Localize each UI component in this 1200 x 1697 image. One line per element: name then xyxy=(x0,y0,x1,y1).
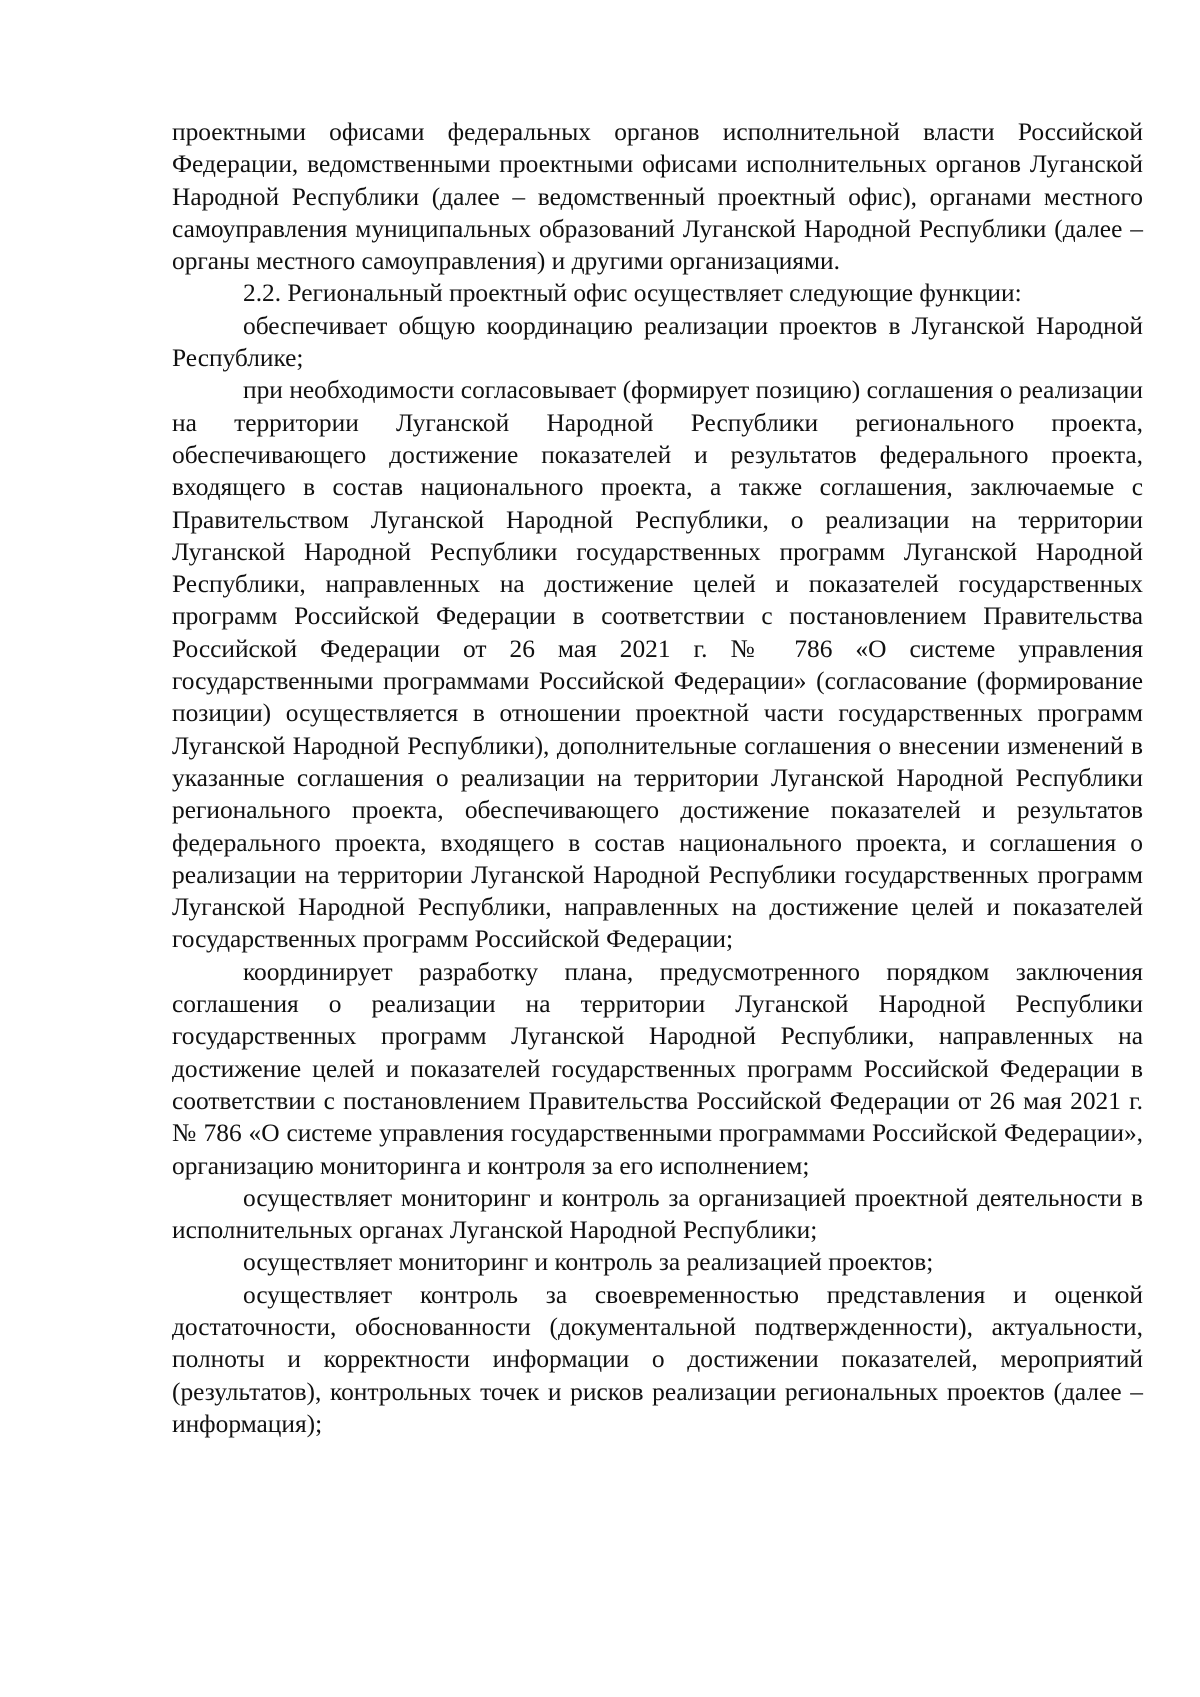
paragraph-coordination: обеспечивает общую координацию реализации проектов в Луганской Народной Республике; xyxy=(172,311,1143,373)
paragraph-agreements: при необходимости согласовывает (формирует позицию) соглашения о реализации на территории Луганской Народной Республики регионального проекта, обеспечивающего достижение показателей и результатов федерального проекта, входящего в состав национального проекта, а также соглашения, заключаемые с Правительством Луганской Народной Республики, о реализации на территории Луганской Народной Республики государственных программ Луганской Народной Республики, направленных на достижение целей и показателей государственных программ Российской Федерации в соответствии с постановлением Правительства Российской Федерации от 26 мая 2021 г. № 786 «О системе управления государственными программами Российской Федерации» (согласование (формирование позиции) осуществляется в отношении проектной части государственных программ Луганской Народной Республики), дополнительные соглашения о внесении изменений в указанные соглашения о реализации на территории Луганской Народной Республики регионального проекта, обеспечивающего достижение показателей и результатов федерального проекта, входящего в состав национального проекта, и соглашения о реализации на территории Луганской Народной Республики государственных программ Луганской Народной Республики, направленных на достижение целей и показателей государственных программ Российской Федерации; xyxy=(172,376,1143,954)
paragraph-continuation: проектными офисами федеральных органов исполнительной власти Российской Федерации, ведомственными проектными офисами исполнительных органов Луганской Народной Республики (далее – ведомственный проектный офис), органами местного самоуправления муниципальных образований Луганской Народной Республики (далее – органы местного самоуправления) и другими организациями. xyxy=(172,118,1143,276)
paragraph-monitoring-organization: осуществляет мониторинг и контроль за организацией проектной деятельности в исполнительных органах Луганской Народной Республики; xyxy=(172,1183,1143,1245)
paragraph-plan-coordination: координирует разработку плана, предусмотренного порядком заключения соглашения о реализации на территории Луганской Народной Республики государственных программ Луганской Народной Республики, направленных на достижение целей и показателей государственных программ Российской Федерации в соответствии с постановлением Правительства Российской Федерации от 26 мая 2021 г. № 786 «О системе управления государственными программами Российской Федерации», организацию мониторинга и контроля за его исполнением; xyxy=(172,957,1143,1180)
paragraph-information-control: осуществляет контроль за своевременностью представления и оценкой достаточности, обоснованности (документальной подтвержденности), актуальности, полноты и корректности информации о достижении показателей, мероприятий (результатов), контрольных точек и рисков реализации региональных проектов (далее – информация); xyxy=(172,1280,1143,1438)
paragraph-section-2-2: 2.2. Региональный проектный офис осуществляет следующие функции: xyxy=(243,279,1022,308)
document-body xyxy=(172,116,1143,1440)
paragraph-monitoring-projects: осуществляет мониторинг и контроль за реализацией проектов; xyxy=(243,1248,934,1277)
